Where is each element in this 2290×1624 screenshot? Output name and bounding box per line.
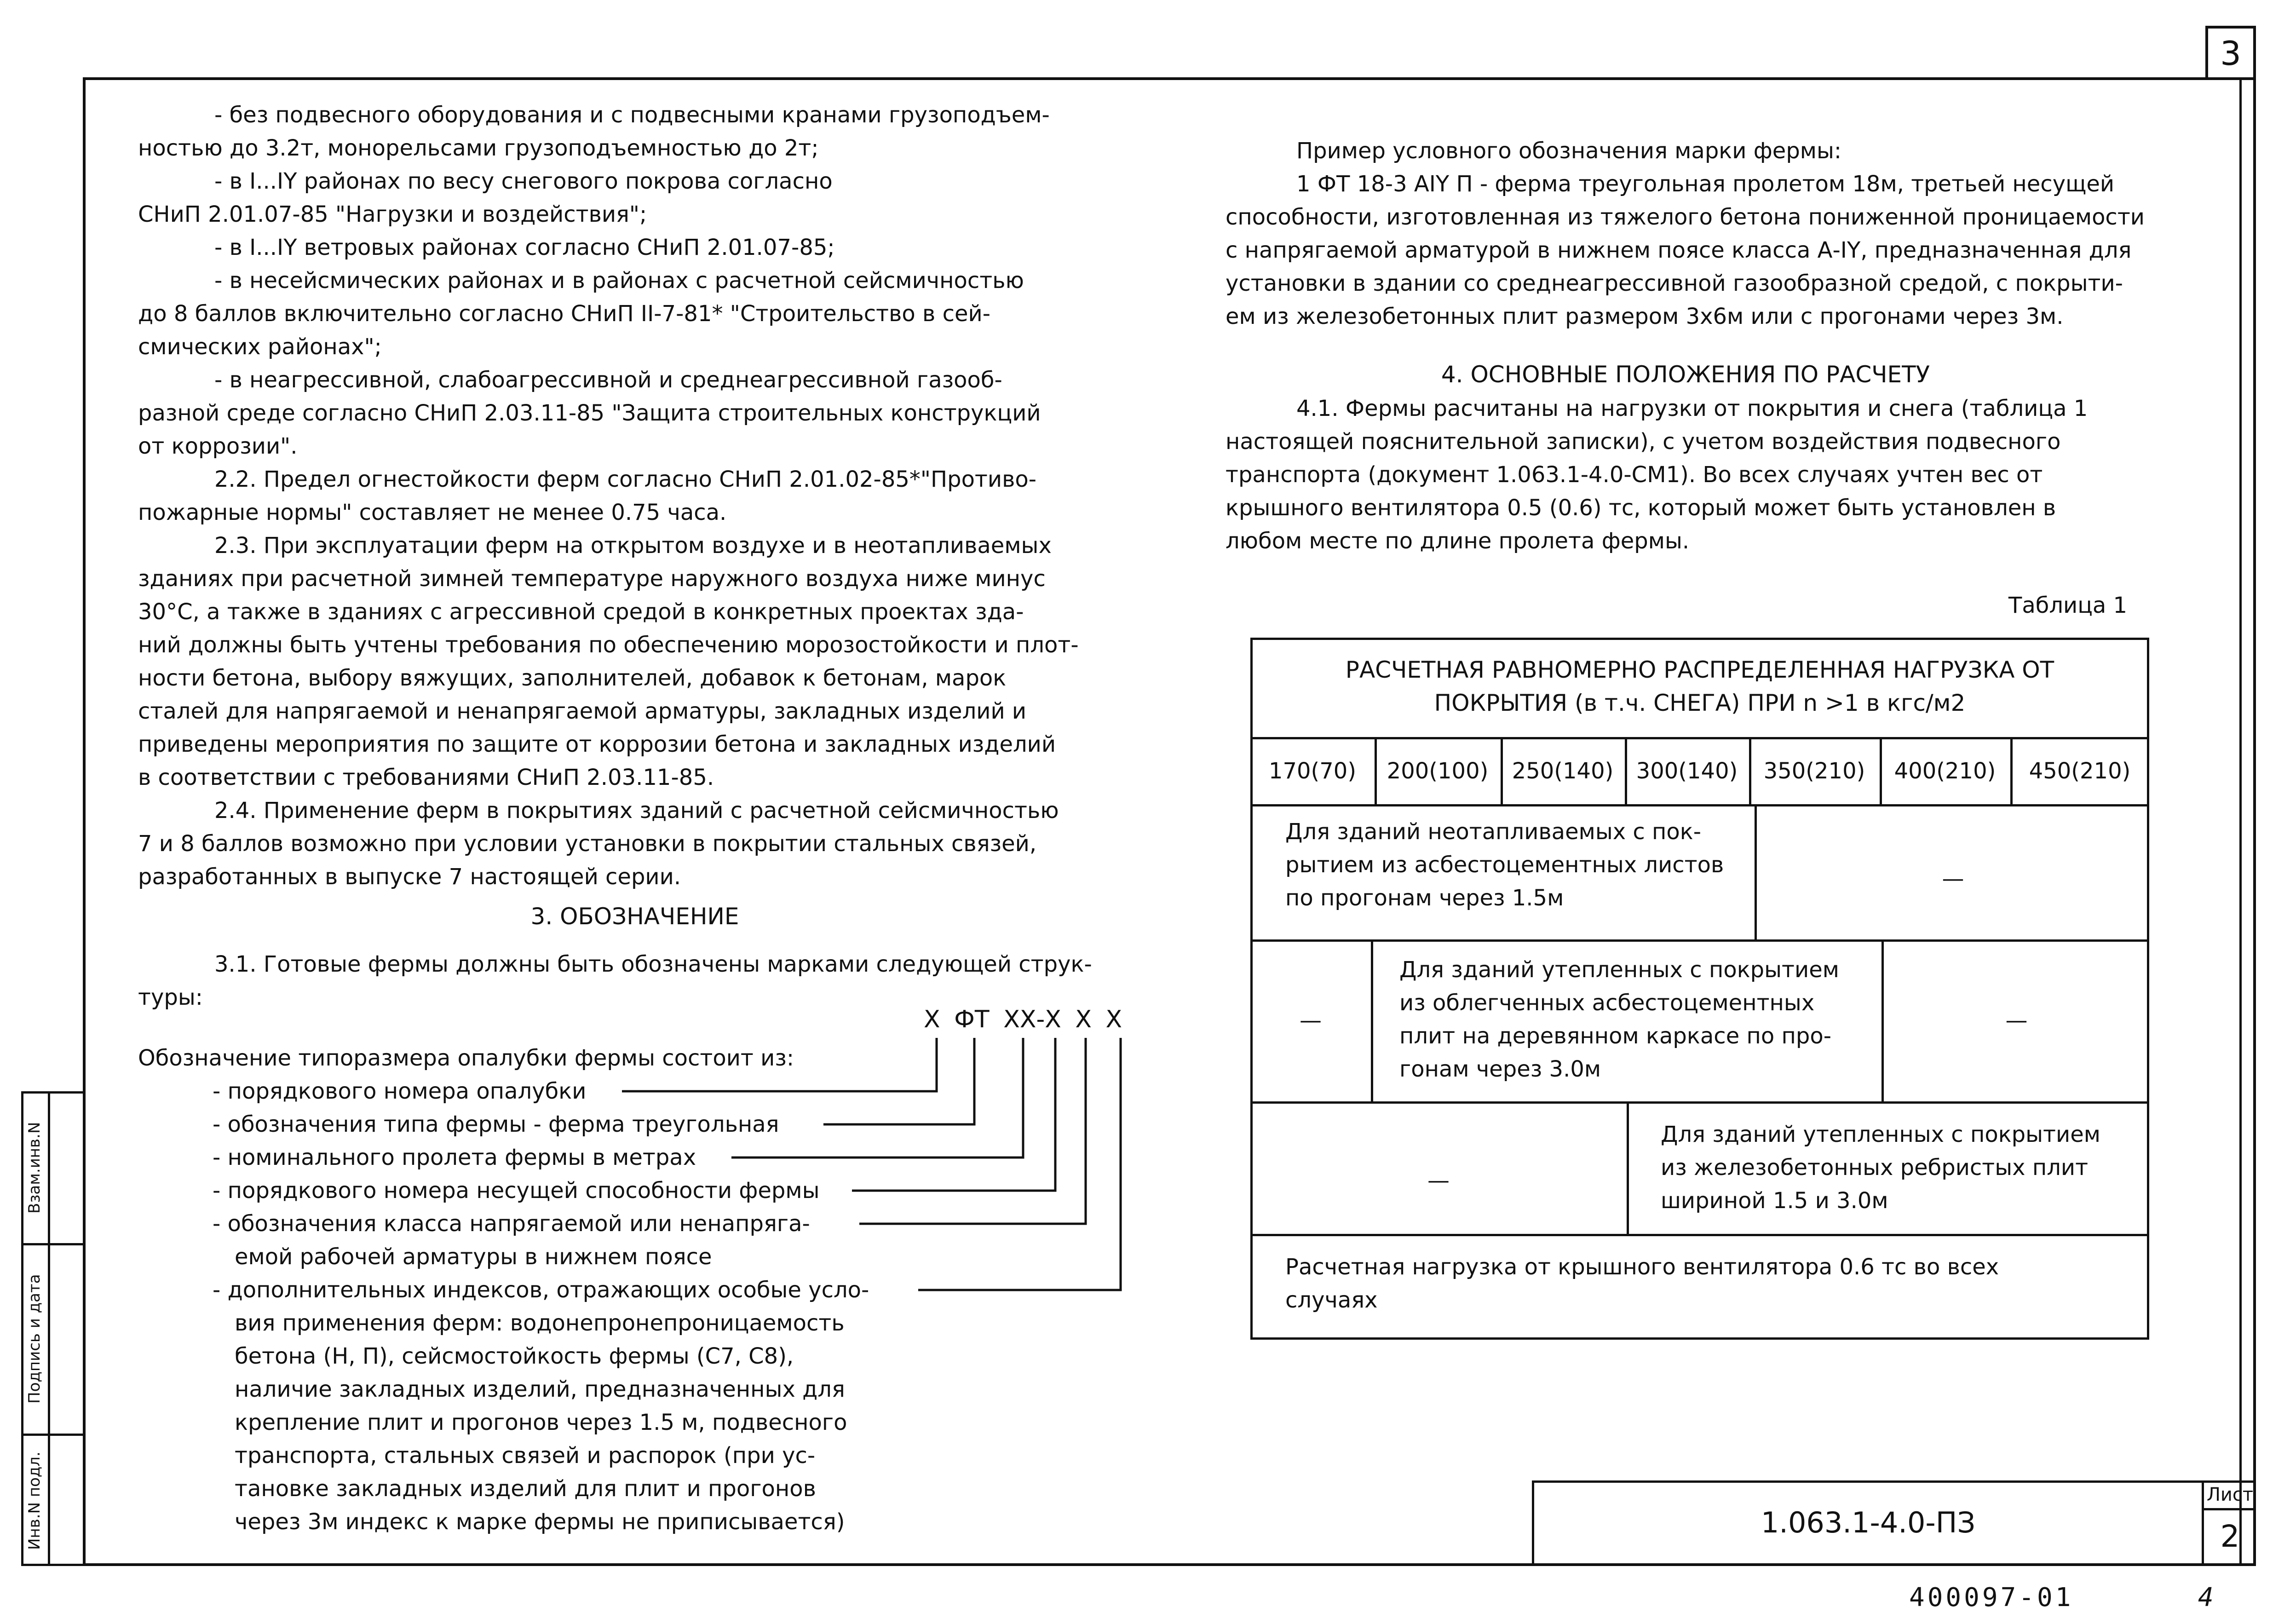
table-divider [1250,939,2149,942]
paragraph-2-3-line: ний должны быть учтены требования по обеспечению морозостойкости и плот- [138,632,1079,658]
list-line: - в I...IY ветровых районах согласно СНиП 2.01.07-85; [214,235,835,260]
archive-number: 400097-01 [1909,1583,2074,1612]
load-value-cell: 450(210) [2029,758,2131,784]
row2-text-line: Для зданий утепленных с покрытием [1399,957,1839,983]
list-line: смических районах"; [138,334,382,360]
mark-item: - дополнительных индексов, отражающих особые усло- [213,1277,869,1303]
table-header-line: РАСЧЕТНАЯ РАВНОМЕРНО РАСПРЕДЕЛЕННАЯ НАГРУЗКА ОТ [1345,657,2054,683]
paragraph-2-3-line: 30°С, а также в зданиях с агрессивной средой в конкретных проектах зда- [138,599,1024,625]
row2-dash-right: — [2005,1008,2028,1033]
row2-divider-left [1371,939,1373,1101]
mark-item: бетона (Н, П), сейсмостойкость фермы (С7, С8), [235,1343,794,1369]
row4-text-line: Расчетная нагрузка от крышного вентилятора 0.6 тс во всех [1285,1254,1999,1280]
paragraph-2-3-line: в соответствии с требованиями СНиП 2.03.11-85. [138,765,714,790]
row1-text-line: по прогонам через 1.5м [1285,885,1564,911]
paragraph-2-3-line: зданиях при расчетной зимней температуре наружного воздуха ниже минус [138,566,1046,592]
row1-dash: — [1942,866,1964,892]
mark-item: крепление плит и прогонов через 1.5 м, подвесного [235,1410,847,1435]
load-value-cell: 170(70) [1268,758,1357,784]
sheet-label: Лист [2206,1484,2254,1505]
section-4-heading: 4. ОСНОВНЫЕ ПОЛОЖЕНИЯ ПО РАСЧЕТУ [1441,361,1930,388]
row3-divider [1627,1101,1629,1234]
title-block-sheet-sep [2202,1508,2256,1510]
title-block-top [1532,1480,2256,1483]
table-divider [1250,1234,2149,1236]
mark-item: - обозначения типа фермы - ферма треугольная [213,1111,779,1137]
paragraph-3-1-line: 3.1. Готовые фермы должны быть обозначены марками следующей струк- [214,951,1092,977]
row3-text-line: шириной 1.5 и 3.0м [1661,1188,1888,1214]
paragraph-3-1-line: туры: [138,985,203,1010]
mark-item: - порядкового номера несущей способности фермы [213,1178,820,1204]
list-line: до 8 баллов включительно согласно СНиП II-7-81* "Строительство в сей- [138,301,991,327]
list-line: - в неагрессивной, слабоагрессивной и среднеагрессивной газооб- [214,367,1002,393]
mark-item: транспорта, стальных связей и распорок (при ус- [235,1443,816,1469]
paragraph-4-1-line: транспорта (документ 1.063.1-4.0-СМ1). Во всех случаях учтен вес от [1226,462,2043,488]
mark-structure: Х ФТ ХХ-Х Х Х [924,1006,1122,1033]
paragraph-2-4-line: 2.4. Применение ферм в покрытиях зданий с расчетной сейсмичностью [214,798,1059,824]
table-divider [1250,804,2149,806]
section-3-heading: 3. ОБОЗНАЧЕНИЕ [530,903,739,930]
row2-text-line: плит на деревянном каркасе по про- [1399,1023,1832,1049]
list-line: - без подвесного оборудования и с подвесными кранами грузоподъем- [214,102,1050,128]
table-caption: Таблица 1 [2008,593,2128,618]
table-header-line: ПОКРЫТИЯ (в т.ч. СНЕГА) ПРИ n >1 в кгс/м2 [1434,690,1966,716]
paragraph-2-4-line: 7 и 8 баллов возможно при условии установки в покрытии стальных связей, [138,831,1037,857]
row3-text-line: Для зданий утепленных с покрытием [1661,1122,2100,1147]
mark-intro: Обозначение типоразмера опалубки фермы состоит из: [138,1045,794,1071]
row3-text-line: из железобетонных ребристых плит [1661,1155,2089,1181]
load-value-cell: 200(100) [1387,758,1489,784]
load-value-cell: 400(210) [1894,758,1996,784]
list-line: - в I...IY районах по весу снегового покрова согласно [214,168,833,194]
mark-item: емой рабочей арматуры в нижнем поясе [235,1244,712,1270]
list-line: СНиП 2.01.07-85 "Нагрузки и воздействия"; [138,202,647,227]
document-code: 1.063.1-4.0-ПЗ [1761,1506,1976,1539]
mark-item: тановке закладных изделий для плит и прогонов [235,1476,816,1502]
paragraph-2-3-line: приведены мероприятия по защите от коррозии бетона и закладных изделий [138,731,1056,757]
row4-text-line: случаях [1285,1287,1378,1313]
page-number: 4 [2198,1583,2214,1612]
example-line: Пример условного обозначения марки фермы: [1296,138,1842,164]
list-line: - в несейсмических районах и в районах с расчетной сейсмичностью [214,268,1024,294]
row3-dash: — [1427,1168,1450,1193]
side-label-original-inventory: Инв.N подл. [25,1451,44,1550]
row2-text-line: гонам через 3.0м [1399,1056,1601,1082]
paragraph-2-3-line: сталей для напрягаемой и ненапрягаемой арматуры, закладных изделий и [138,698,1027,724]
mark-item: - обозначения класса напрягаемой или ненапряга- [213,1211,810,1237]
paragraph-2-2-line: 2.2. Предел огнестойкости ферм согласно СНиП 2.01.02-85*"Противо- [214,466,1037,492]
paragraph-2-4-line: разработанных в выпуске 7 настоящей серии. [138,864,681,890]
load-value-cell: 250(140) [1512,758,1614,784]
row1-text-line: рытием из асбестоцементных листов [1285,852,1724,878]
side-label-replacement-inventory: Взам.инв.N [25,1122,44,1214]
row1-text-line: Для зданий неотапливаемых с пок- [1285,819,1702,845]
paragraph-2-3-line: 2.3. При эксплуатации ферм на открытом воздухе и в неотапливаемых [214,533,1052,559]
paragraph-2-3-line: ности бетона, выбору вяжущих, заполнителей, добавок к бетонам, марок [138,665,1007,691]
list-line: от коррозии". [138,433,298,459]
mark-item: - порядкового номера опалубки [213,1078,587,1104]
sheet-number: 2 [2220,1519,2240,1554]
row2-dash-left: — [1300,1008,1322,1033]
corner-sheet-number: 3 [2220,34,2241,73]
row2-text-line: из облегченных асбестоцементных [1399,990,1815,1016]
mark-item: - номинального пролета фермы в метрах [213,1145,696,1170]
list-line: ностью до 3.2т, монорельсами грузоподъемностью до 2т; [138,135,819,161]
paragraph-4-1-line: любом месте по длине пролета фермы. [1226,528,1690,554]
example-line: установки в здании со среднеагрессивной газообразной средой, с покрыти- [1226,271,2123,296]
paragraph-4-1-line: крышного вентилятора 0.5 (0.6) тс, который может быть установлен в [1226,495,2056,521]
paragraph-4-1-line: 4.1. Фермы расчитаны на нагрузки от покрытия и снега (таблица 1 [1296,396,2088,421]
paragraph-2-2-line: пожарные нормы" составляет не менее 0.75 часа. [138,500,727,525]
table-divider [1250,1101,2149,1104]
example-line: 1 ФТ 18-3 AIY П - ферма треугольная пролетом 18м, третьей несущей [1296,171,2115,197]
load-value-cell: 350(210) [1763,758,1865,784]
mark-item: через 3м индекс к марке фермы не приписывается) [235,1509,845,1535]
example-line: ем из железобетонных плит размером 3х6м или с прогонами через 3м. [1226,304,2064,329]
example-line: с напрягаемой арматурой в нижнем поясе класса А-IY, предназначенная для [1226,237,2132,263]
load-value-cell: 300(140) [1636,758,1738,784]
title-block-left [1532,1480,1534,1566]
list-line: разной среде согласно СНиП 2.03.11-85 "Защита строительных конструкций [138,400,1041,426]
mark-item: наличие закладных изделий, предназначенных для [235,1376,845,1402]
side-label-signature-date: Подпись и дата [25,1274,44,1404]
paragraph-4-1-line: настоящей пояснительной записки), с учетом воздействия подвесного [1226,429,2061,455]
example-line: способности, изготовленная из тяжелого бетона пониженной проницаемости [1226,204,2145,230]
mark-item: вия применения ферм: водонепронепроницаемость [235,1310,845,1336]
table-divider [1250,737,2149,739]
